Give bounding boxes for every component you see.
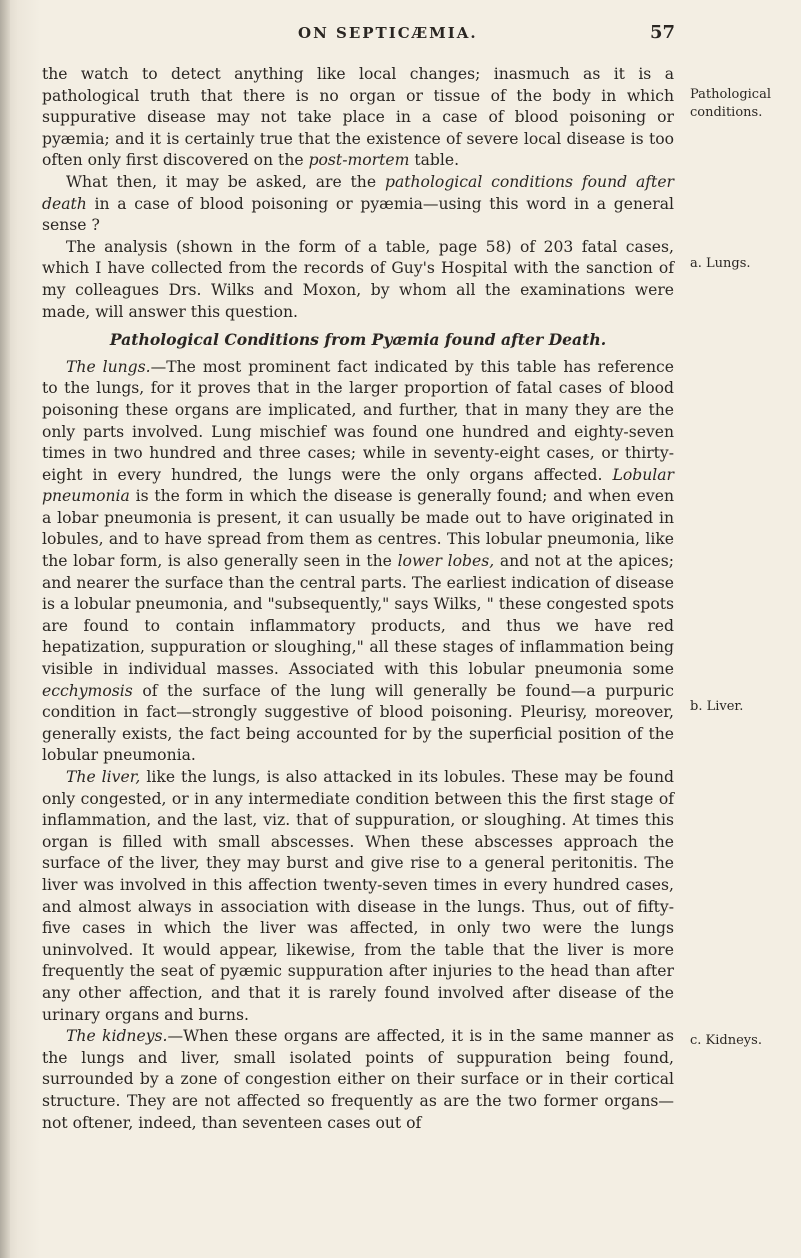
italic-lower-lobes: lower lobes, bbox=[397, 552, 495, 571]
paragraph-3: The analysis (shown in the form of a table, page 58) of 203 fatal cases, which I have collected from the records of Guy's Hospital with the sanction of my colleagues Drs. Wilks and Moxon, by whom all the examinations were made, will answer this question. bbox=[42, 237, 674, 321]
margin-note-kidneys: c. Kidneys. bbox=[690, 1033, 762, 1048]
paragraph-1-text: the watch to detect anything like local changes; inasmuch as it is a pathological truth that there is no organ or tissue of the body in which suppurative disease may not take place in a case of blood poisoning or pyæmia; and it is certainly true that the existence of severe local disease is too often only first discovered on the bbox=[42, 65, 674, 170]
lungs-text-c: and not at the apices; and nearer the surface than the central parts. The earliest indication of disease is a lobular pneumonia, and "subsequently," says Wilks, " these congested spots are found to contain inflammatory products, and thus we have red hepatization, suppuration or sloughing," all these stages of inflammation being visible in individual masses. Associated with this lobular pneumonia some bbox=[42, 552, 674, 679]
italic-ecchymosis: ecchymosis bbox=[42, 681, 133, 700]
page-number: 57 bbox=[650, 22, 676, 43]
margin-note-pathological: Pathological bbox=[690, 87, 771, 102]
paragraph-liver bbox=[42, 767, 674, 1026]
liver-text: like the lungs, is also attacked in its lobules. These may be found only congested, or in any intermediate condition between this the first stage of inflammation, and the last, viz. that of suppuration, or sloughing. At times this organ is filled with small abscesses. When these abscesses approach the surface of the liver, they may burst and give rise to a general peritonitis. The liver was involved in this affection twenty-seven times in every hundred cases, and almost always in association with disease in the lungs. Thus, out of fifty-five cases in which the liver was affected, in only two were the lungs uninvolved. It would appear, likewise, from the table that the liver is more frequently the seat of pyæmic suppuration after injuries to the head than after any other affection, and that it is rarely found involved after disease of the urinary organs and burns. bbox=[42, 768, 674, 1024]
running-title: ON SEPTICÆMIA. bbox=[298, 24, 478, 42]
running-head bbox=[0, 20, 801, 50]
paragraph-2 bbox=[42, 172, 674, 237]
kidneys-text: —When these organs are affected, it is in the same manner as the lungs and liver, small isolated points of suppuration being found, surrounded by a zone of congestion either on their surface or in their cortical structure. They are not affected so frequently as are the two former organs—not oftener, indeed, than seventeen cases out of bbox=[42, 1027, 674, 1132]
margin-note-lungs: a. Lungs. bbox=[690, 256, 751, 271]
lungs-text-a: —The most prominent fact indicated by this table has reference to the lungs, for it proves that in the larger proportion of fatal cases of blood poisoning these organs are implicated, and further, that in many they are the only parts involved. Lung mischief was found one hundred and eighty-seven times in two hundred and three cases; while in seventy-eight cases, or thirty-eight in every hundred, the lungs were the only organs affected. bbox=[42, 357, 674, 484]
body-text bbox=[42, 64, 674, 1134]
lungs-label: The lungs. bbox=[66, 357, 151, 376]
page-gutter-shadow bbox=[0, 0, 10, 1258]
paragraph-1-end: table. bbox=[409, 151, 460, 170]
margin-note-liver: b. Liver. bbox=[690, 699, 744, 714]
italic-post-mortem: post-mortem bbox=[308, 151, 410, 170]
italic-lobular-pneumonia: Lobular pneumonia bbox=[42, 465, 674, 506]
paragraph-1 bbox=[42, 64, 674, 172]
margin-note-conditions: conditions. bbox=[690, 105, 763, 120]
lungs-text-d: of the surface of the lung will generally be found—a purpuric condition in fact—strongly suggestive of blood poisoning. Pleurisy, moreover, generally exists, the fact being accounted for by the superficial position of the lobular pneumonia. bbox=[42, 681, 674, 765]
paragraph-kidneys bbox=[42, 1026, 674, 1134]
liver-label: The liver, bbox=[66, 768, 141, 786]
paragraph-lungs bbox=[42, 357, 674, 767]
italic-pathological-conditions: pathological conditions found after death bbox=[42, 172, 674, 213]
paragraph-2-end: in a case of blood poisoning or pyæmia—using this word in a general sense ? bbox=[42, 194, 674, 235]
paragraph-2-start: What then, it may be asked, are the bbox=[66, 172, 385, 191]
kidneys-label: The kidneys. bbox=[66, 1027, 168, 1046]
section-heading: Pathological Conditions from Pyæmia found after Death. bbox=[109, 330, 607, 350]
lungs-text-b: is the form in which the disease is generally found; and when even a lobar pneumonia is present, it can usually be made out to have originated in lobules, and to have spread from them as centres. This lobular pneumonia, like the lobar form, is also generally seen in the bbox=[42, 487, 674, 571]
